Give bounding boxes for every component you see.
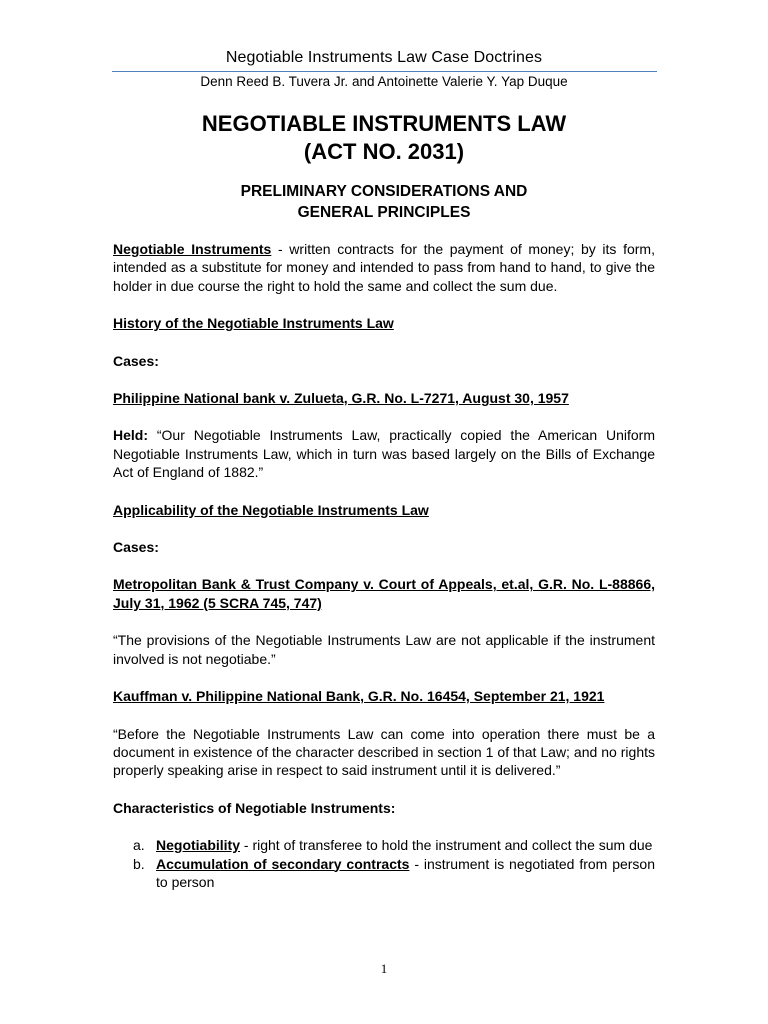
- header-rule: [112, 71, 657, 72]
- list-text: - right of transferee to hold the instrument and collect the sum due: [240, 837, 653, 854]
- history-cases-label: Cases:: [113, 352, 159, 369]
- history-heading: History of the Negotiable Instruments Law: [113, 315, 394, 332]
- held-text: “Our Negotiable Instruments Law, practically copied the American Uniform Negotiable Instruments Law, which in turn was based largely on the Bills of Exchange Act of England of 1882.”: [113, 427, 655, 481]
- list-text: - instrument is negotiated from person to person: [156, 855, 655, 890]
- case1-title: Metropolitan Bank & Trust Company v. Court of Appeals, et.al, G.R. No. L-88866, July 31, 1962 (5 SCRA 745, 747): [113, 576, 655, 611]
- definition-text: - written contracts for the payment of money; by its form, intended as a substitute for money and intended to pass from hand to hand, to give the holder in due course the right to hold the same and collect the sum due.: [113, 241, 655, 294]
- case1-text: “The provisions of the Negotiable Instruments Law are not applicable if the instrument involved is not negotiabe.”: [113, 632, 655, 667]
- history-case-title: Philippine National bank v. Zulueta, G.R. No. L-7271, August 30, 1957: [113, 390, 569, 407]
- characteristics-heading: Characteristics of Negotiable Instruments:: [113, 799, 396, 816]
- running-title: Negotiable Instruments Law Case Doctrines: [225, 49, 543, 66]
- section-title-line-1: PRELIMINARY CONSIDERATIONS AND: [240, 183, 528, 200]
- held-label: Held:: [113, 427, 148, 444]
- list-marker: a.: [133, 837, 145, 854]
- page-number: 1: [380, 961, 388, 976]
- main-title-line-2: (ACT NO. 2031): [303, 139, 465, 164]
- case2-text: “Before the Negotiable Instruments Law can come into operation there must be a document in existence of the character described in section 1 of that Law; and no rights properly speaking arise in respect to said instrument until it is delivered.”: [113, 725, 655, 779]
- authors-line: Denn Reed B. Tuvera Jr. and Antoinette Valerie Y. Yap Duque: [200, 74, 568, 89]
- list-term: Negotiability: [156, 837, 241, 854]
- applicability-heading: Applicability of the Negotiable Instruments Law: [113, 501, 429, 518]
- list-item: [113, 836, 655, 854]
- applicability-cases-label: Cases:: [113, 539, 159, 556]
- section-title-line-2: GENERAL PRINCIPLES: [297, 204, 471, 221]
- document-body: [113, 240, 655, 891]
- list-term: Accumulation of secondary contracts: [156, 855, 410, 872]
- main-title-line-1: NEGOTIABLE INSTRUMENTS LAW: [201, 111, 567, 136]
- main-title: [0, 110, 768, 166]
- section-title: [0, 181, 768, 223]
- list-item: [113, 855, 655, 892]
- case2-title: Kauffman v. Philippine National Bank, G.R. No. 16454, September 21, 1921: [113, 688, 605, 705]
- characteristics-list: [113, 836, 655, 891]
- definition-term: Negotiable Instruments: [113, 241, 272, 257]
- list-marker: b.: [133, 855, 145, 872]
- history-held-paragraph: [113, 426, 655, 481]
- definition-paragraph: [113, 240, 655, 295]
